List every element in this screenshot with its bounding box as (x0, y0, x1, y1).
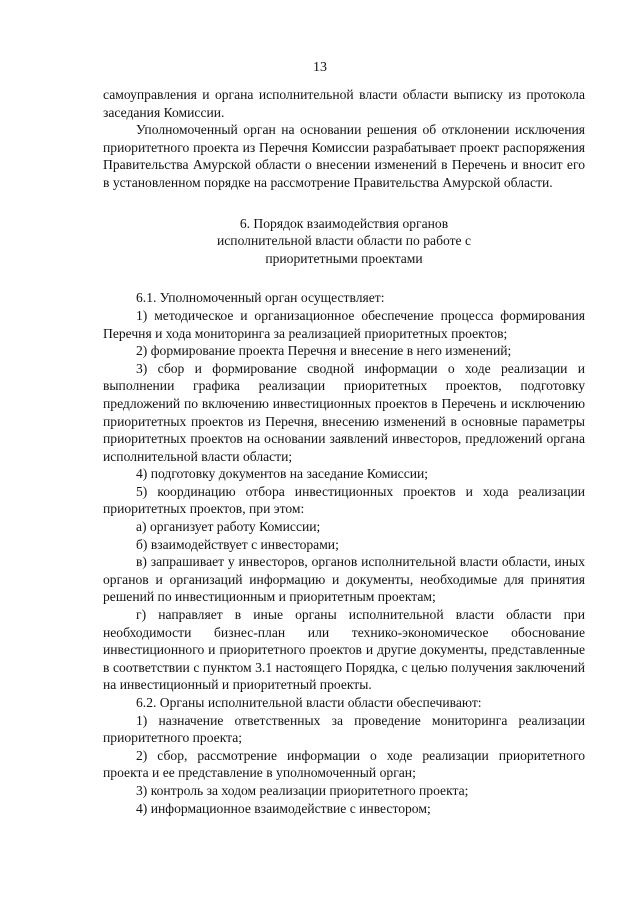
clause-6-1-subitem: а) организует работу Комиссии; (136, 519, 321, 535)
clause-6-1-item: 3) сбор и формирование сводной информации о ходе реализации и выполнении графика реализации приоритетных проектов, подготовку предложений по включению инвестиционных проектов в Перечень и исключению приоритетных проектов из Перечня, внесению изменений в основные параметры приоритетных проектов на основании заявлений инвесторов, предложений органа исполнительной власти области; (103, 360, 585, 464)
section-heading (103, 215, 585, 268)
clause-6-1-item: 1) методическое и организационное обеспечение процесса формирования Перечня и хода мониторинга за реализацией приоритетных проектов; (103, 307, 585, 341)
clause-6-1-item: 4) подготовку документов на заседание Комиссии; (136, 466, 429, 482)
clause-6-2-item: 4) информационное взаимодействие с инвестором; (136, 800, 431, 816)
section-heading-line-2: исполнительной власти области по работе с (216, 233, 472, 249)
section-heading-line-1: 6. Порядок взаимодействия органов (239, 215, 449, 231)
section-heading-line-3: приоритетными проектами (265, 250, 423, 266)
clause-6-2-item: 3) контроль за ходом реализации приоритетного проекта; (136, 782, 469, 798)
clause-6-2-item: 1) назначение ответственных за проведение мониторинга реализации приоритетного проекта; (103, 712, 585, 746)
paragraph-continuation: самоуправления и органа исполнительной власти области выписку из протокола заседания Комиссии. (103, 87, 585, 120)
clause-6-2-intro: 6.2. Органы исполнительной власти области обеспечивают: (136, 695, 482, 710)
clause-6-1-subitem: в) запрашивает у инвесторов, органов исполнительной власти области, иных органов и организаций информацию и документы, необходимые для принятия решений по инвестиционным и приоритетным проектам; (103, 554, 585, 605)
page-number: 13 (313, 60, 327, 75)
document-body (103, 86, 585, 817)
clause-6-2-item: 2) сбор, рассмотрение информации о ходе реализации приоритетного проекта и ее представление в уполномоченный орган; (103, 747, 585, 781)
clause-6-1-item: 5) координацию отбора инвестиционных проектов и хода реализации приоритетных проектов, при этом: (103, 483, 585, 517)
clause-6-1-item: 2) формирование проекта Перечня и внесение в него изменений; (136, 343, 512, 359)
paragraph-rejection-decision: Уполномоченный орган на основании решения об отклонении исключения приоритетного проекта из Перечня Комиссии разрабатывает проект распоряжения Правительства Амурской области о внесении изменений в Перечень и вносит его в установленном порядке на рассмотрение Правительства Амурской области. (103, 122, 585, 190)
clause-6-1-subitem: б) взаимодействует с инвесторами; (136, 536, 339, 552)
clause-6-1-intro: 6.1. Уполномоченный орган осуществляет: (136, 290, 385, 306)
clause-6-1-subitem: г) направляет в иные органы исполнительной власти области при необходимости бизнес-план или технико-экономическое обоснование инвестиционного и приоритетного проектов и другие документы, представленные в соответствии с пунктом 3.1 настоящего Порядка, с целью получения заключений на инвестиционный и приоритетный проекты. (103, 607, 585, 693)
